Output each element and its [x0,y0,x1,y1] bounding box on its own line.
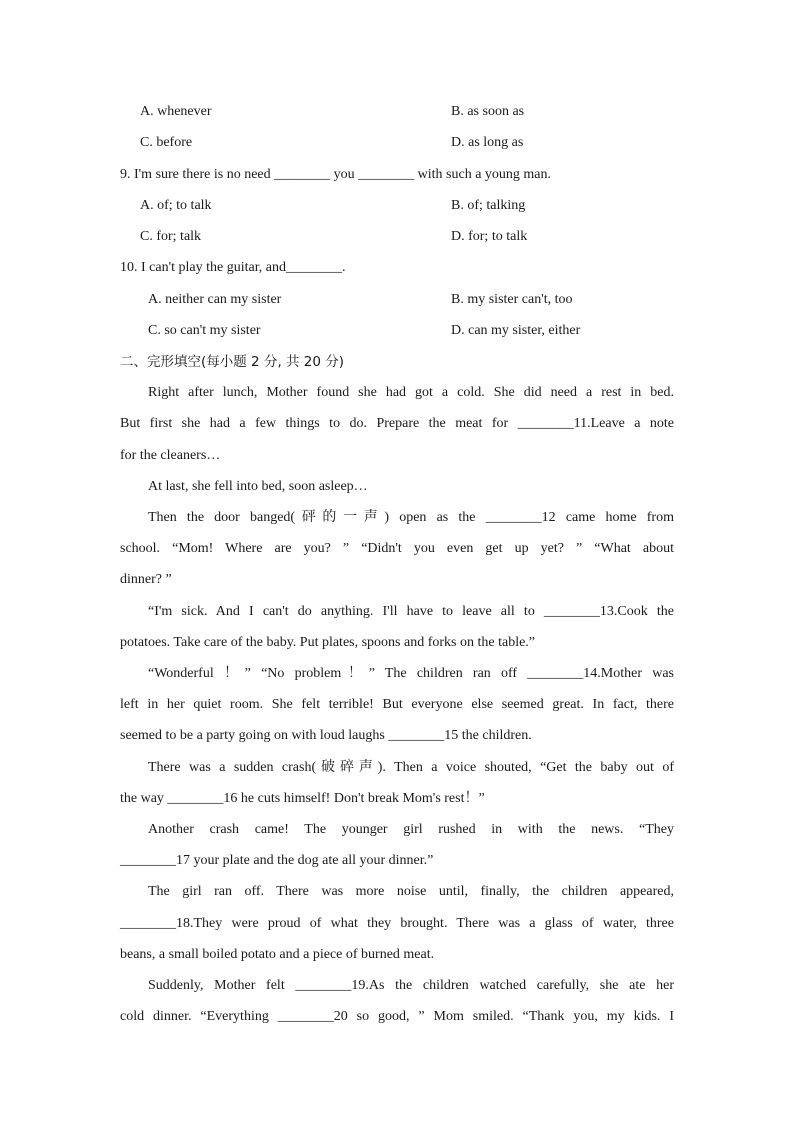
q9-stem: 9. I'm sure there is no need ________ you ________ with such a young man. [120,167,552,182]
q8-option-c: C. before [140,135,193,150]
passage-line: dinner? ” [120,572,172,587]
q10-option-d: D. can my sister, either [451,323,581,338]
passage-line: Suddenly, Mother felt ________19.As the children watched carefully, she ate her [148,978,674,993]
q8-option-b: B. as soon as [451,104,525,119]
q10-option-a: A. neither can my sister [148,292,282,307]
passage-line: ________18.They were proud of what they brought. There was a glass of water, three [120,916,674,931]
passage-line: “Wonderful ！” “No problem！” The children ran off ________14.Mother was [148,666,674,681]
passage-line: left in her quiet room. She felt terrible! But everyone else seemed great. In fact, there [120,697,674,712]
q10-option-c: C. so can't my sister [148,323,261,338]
passage-line: Another crash came! The younger girl rushed in with the news. “They [148,822,674,837]
q9-option-a: A. of; to talk [140,198,212,213]
passage-line: beans, a small boiled potato and a piece of burned meat. [120,947,435,962]
q8-option-d: D. as long as [451,135,524,150]
passage-line: seemed to be a party going on with loud laughs ________15 the children. [120,728,532,743]
passage-line: school. “Mom! Where are you? ” “Didn't you even get up yet? ” “What about [120,541,674,556]
q8-option-a: A. whenever [140,104,212,119]
passage-line: potatoes. Take care of the baby. Put plates, spoons and forks on the table.” [120,635,536,650]
section-two-heading: 二、完形填空(每小题 2 分, 共 20 分) [120,354,345,370]
passage-line: for the cleaners… [120,448,221,463]
q9-option-b: B. of; talking [451,198,526,213]
passage-line: At last, she fell into bed, soon asleep… [148,479,368,494]
passage-line: the way ________16 he cuts himself! Don't break Mom's rest！” [120,791,485,806]
passage-line: “I'm sick. And I can't do anything. I'll have to leave all to ________13.Cook the [148,604,674,619]
q10-stem: 10. I can't play the guitar, and________. [120,260,346,275]
passage-line: ________17 your plate and the dog ate all your dinner.” [120,853,434,868]
q10-option-b: B. my sister can't, too [451,292,573,307]
passage-line: But first she had a few things to do. Prepare the meat for ________11.Leave a note [120,416,674,431]
passage-line: Then the door banged(砰的一声) open as the ________12 came home from [148,510,674,525]
q9-option-d: D. for; to talk [451,229,528,244]
passage-line: cold dinner. “Everything ________20 so good, ” Mom smiled. “Thank you, my kids. I [120,1009,674,1024]
passage-line: The girl ran off. There was more noise until, finally, the children appeared, [148,884,674,899]
q9-option-c: C. for; talk [140,229,202,244]
passage-line: There was a sudden crash(破碎声). Then a voice shouted, “Get the baby out of [148,760,674,775]
passage-line: Right after lunch, Mother found she had got a cold. She did need a rest in bed. [148,385,674,400]
